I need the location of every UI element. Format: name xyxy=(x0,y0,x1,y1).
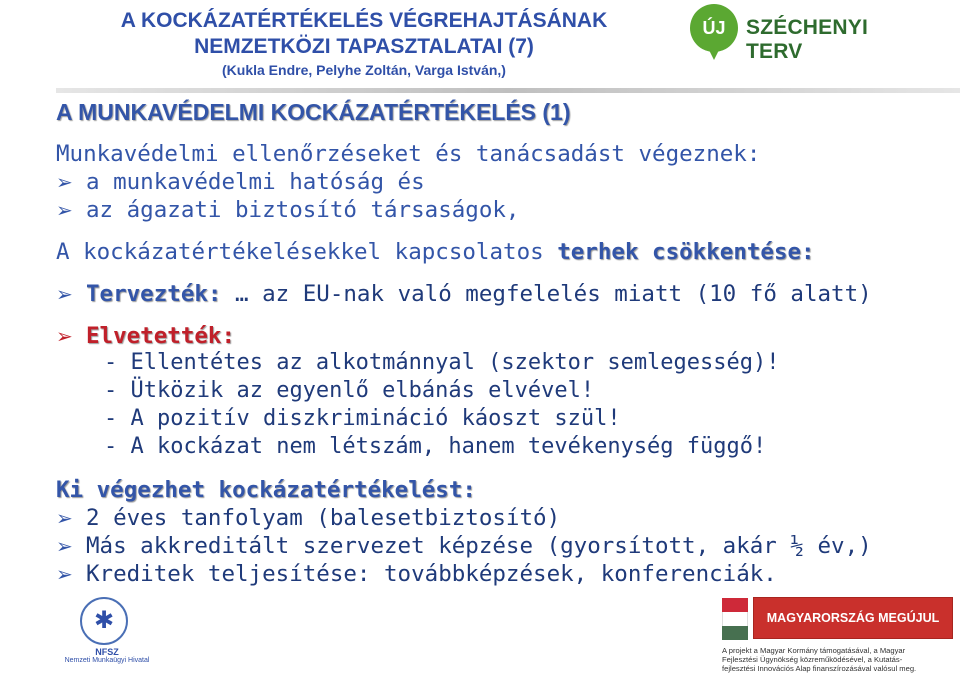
who-item xyxy=(56,505,560,531)
megujul-banner: MAGYARORSZÁG MEGÚJUL xyxy=(754,598,952,638)
funding-caption-line: fejlesztési Innovációs Alap finanszírozásával valósul meg. xyxy=(722,664,917,673)
planned-label: Tervezték: xyxy=(86,281,222,307)
rejected-item-text: A pozitív diszkrimináció káoszt szül! xyxy=(130,406,621,431)
rejected-line xyxy=(56,323,235,349)
who-item-text: Más akkreditált szervezet képzése (gyorsított, akár ½ év,) xyxy=(86,533,872,559)
who-item-text: 2 éves tanfolyam (balesetbiztosító) xyxy=(86,505,561,531)
dash-marker: - xyxy=(104,434,118,459)
arrow-bullet-icon: ➢ xyxy=(56,282,73,306)
funding-caption xyxy=(722,646,954,673)
magyarorszag-megujul-logo xyxy=(722,598,954,673)
intro-bullet-2 xyxy=(56,197,519,223)
intro-text: Munkavédelmi ellenőrzéseket és tanácsadást végeznek: xyxy=(56,141,761,167)
nfsz-name: Nemzeti Munkaügyi Hivatal xyxy=(64,657,150,664)
rejected-item-text: Ellentétes az alkotmánnyal (szektor semlegesség)! xyxy=(130,350,780,375)
section-title: A MUNKAVÉDELMI KOCKÁZATÉRTÉKELÉS (1) xyxy=(56,99,571,125)
badge-pointer xyxy=(708,48,720,60)
planned-text: … az EU-nak való megfelelés miatt (10 fő alatt) xyxy=(221,281,872,307)
funding-caption-line: A projekt a Magyar Kormány támogatásával, a Magyar xyxy=(722,646,906,655)
rejected-item xyxy=(104,406,621,431)
dash-marker: - xyxy=(104,406,118,431)
nfsz-abbr: NFSZ xyxy=(95,647,119,657)
rejected-item xyxy=(104,434,766,459)
szechenyi-terv-logo xyxy=(690,4,930,74)
funding-caption-line: Fejlesztési Ügynökség közreműködésével, a Kutatás- xyxy=(722,655,903,664)
rejected-item-text: Ütközik az egyenlő elbánás elvével! xyxy=(130,378,595,403)
rejected-item xyxy=(104,350,780,375)
hungarian-flag-icon xyxy=(722,598,748,640)
slide-header xyxy=(64,8,664,80)
who-item-text: Kreditek teljesítése: továbbképzések, konferenciák. xyxy=(86,561,777,587)
burden-highlight: terhek csökkentése: xyxy=(557,239,815,265)
who-title: Ki végezhet kockázatértékelést: xyxy=(56,477,476,503)
arrow-bullet-icon: ➢ xyxy=(56,198,73,222)
person-figure-icon: ✱ xyxy=(94,606,115,634)
intro-bullet-text: a munkavédelmi hatóság és xyxy=(86,169,425,195)
who-item xyxy=(56,533,872,559)
dash-marker: - xyxy=(104,378,118,403)
burden-prefix: A kockázatértékelésekkel kapcsolatos xyxy=(56,239,544,265)
who-item xyxy=(56,561,777,587)
dash-marker: - xyxy=(104,350,118,375)
arrow-bullet-icon: ➢ xyxy=(56,562,73,586)
header-divider xyxy=(56,88,960,93)
arrow-bullet-icon: ➢ xyxy=(56,534,73,558)
header-authors: (Kukla Endre, Pelyhe Zoltán, Varga István,) xyxy=(222,62,506,78)
rejected-item xyxy=(104,378,594,403)
rejected-label: Elvetették: xyxy=(86,323,236,349)
rejected-item-text: A kockázat nem létszám, hanem tevékenység függő! xyxy=(130,434,767,459)
header-title-line1: A KOCKÁZATÉRTÉKELÉS VÉGREHAJTÁSÁNAK xyxy=(120,9,608,32)
szechenyi-terv-name: SZÉCHENYI TERV xyxy=(746,16,868,63)
arrow-bullet-icon: ➢ xyxy=(56,506,73,530)
nfsz-logo xyxy=(62,597,152,667)
header-title-line2: NEMZETKÖZI TAPASZTALATAI (7) xyxy=(194,35,534,58)
intro-bullet-text: az ágazati biztosító társaságok, xyxy=(86,197,520,223)
arrow-bullet-icon: ➢ xyxy=(56,170,73,194)
planned-line xyxy=(56,281,872,307)
burden-line xyxy=(56,239,815,265)
intro-bullet-1 xyxy=(56,169,425,195)
arrow-bullet-icon: ➢ xyxy=(56,324,73,348)
uj-badge: ÚJ xyxy=(690,4,738,52)
